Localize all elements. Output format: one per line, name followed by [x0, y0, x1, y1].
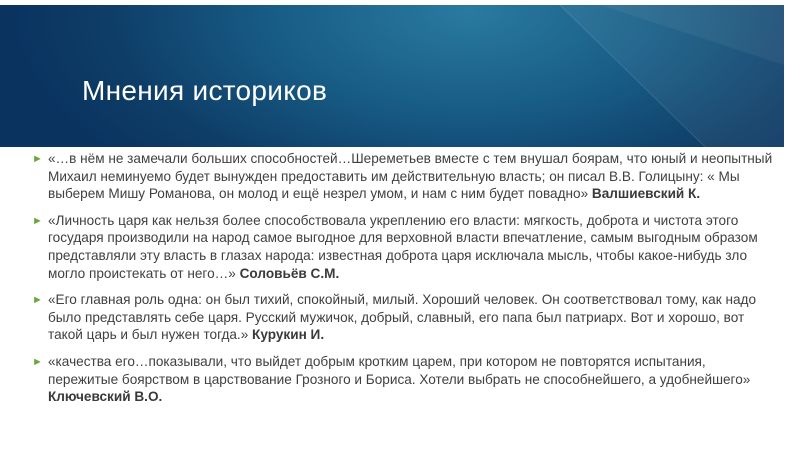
quote-author: Курукин И.: [252, 327, 325, 343]
quote-item-4: [32, 353, 774, 406]
quote-author: Ключевский В.О.: [48, 389, 163, 405]
quote-item-1: [32, 150, 774, 203]
bullet-arrow-icon: ►: [32, 214, 43, 227]
quote-text: «Его главная роль одна: он был тихий, спокойный, милый. Хороший человек. Он соответствовал тому, как надо было представлять себе царя. Русский мужичок, добрый, славный, его папа был патриарх. Вот и хорошо, вот такой царь и был нужен тогда.»: [48, 292, 757, 343]
quote-text: «качества его…показывали, что выйдет добрым кротким царем, при котором не повторятся испытания, пережитые боярством в царствование Грозного и Бориса. Хотели выбрать не способнейшего, а удобнейшего»: [48, 353, 751, 387]
bullet-arrow-icon: ►: [32, 355, 43, 368]
quote-item-2: [32, 212, 774, 282]
quote-text: «Личность царя как нельзя более способствовала укреплению его власти: мягкость, доброта и чистота этого государя производили на народ самое выгодное для верховной власти впечатление, самым выгодным образом представляли эту власть в глазах народа: известная доброта царя исключала мысль, чтобы какое-нибудь зло могло проистекать от него…»: [48, 212, 758, 281]
quote-text: «…в нём не замечали больших способностей…Шереметьев вместе с тем внушал боярам, что юный и неопытный Михаил неминуемо будет вынужден предоставить им действительную власть; он писал В.В. Голицыну: « Мы выберем Мишу Романова, он молод и ещё незрел умом, и нам с ним будет повадно»: [48, 151, 773, 202]
quotes-list: [32, 150, 774, 415]
slide-title: Мнения историков: [82, 75, 328, 106]
quote-author: Валшиевский К.: [591, 186, 701, 202]
bullet-arrow-icon: ►: [32, 294, 43, 307]
bullet-arrow-icon: ►: [32, 153, 43, 165]
title-banner: [0, 5, 784, 147]
quote-item-3: [32, 291, 774, 344]
quote-author: Соловьёв С.М.: [239, 265, 340, 281]
